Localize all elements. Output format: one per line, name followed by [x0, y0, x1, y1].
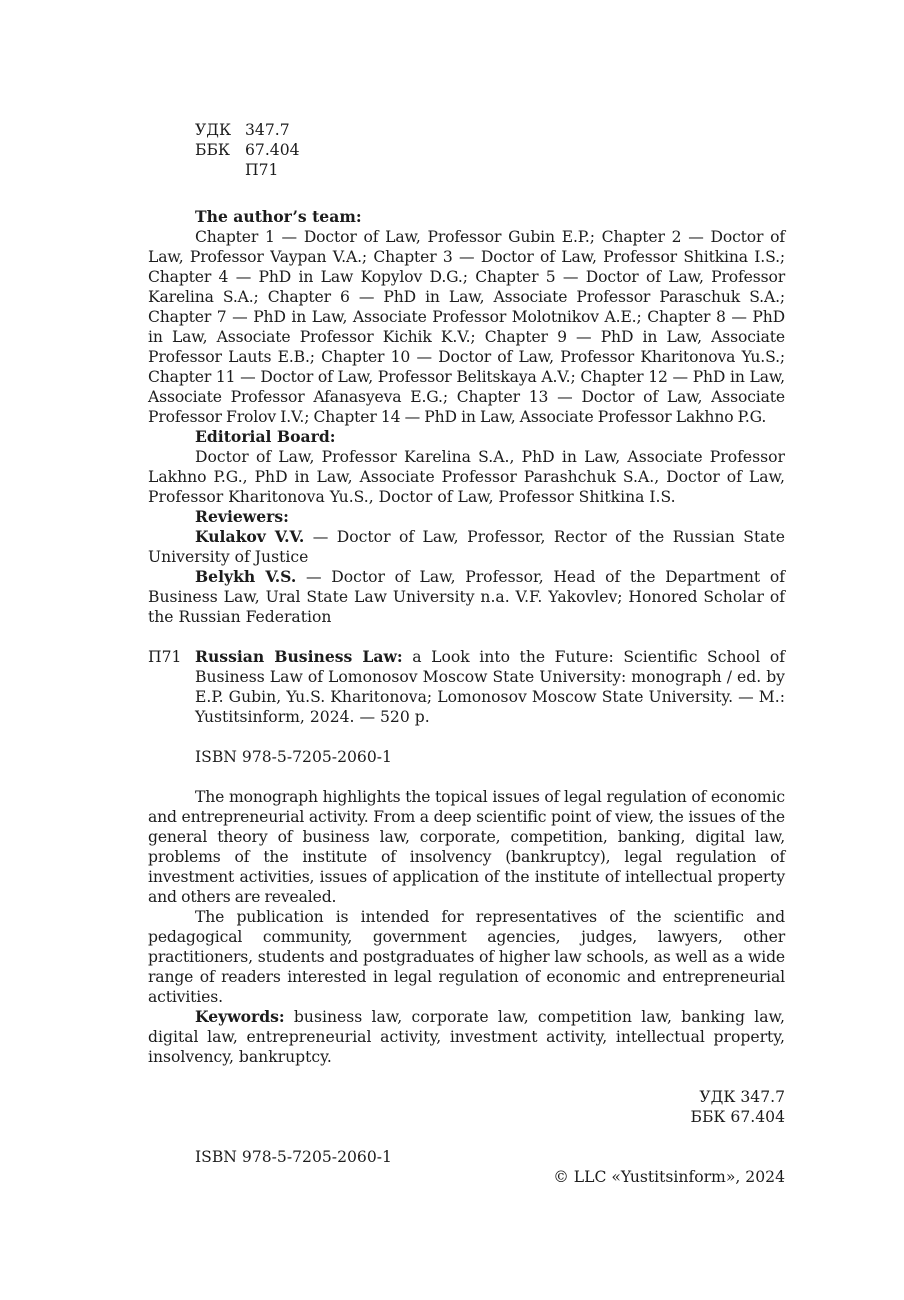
reviewer-2-name: Belykh V.S.: [195, 567, 297, 586]
isbn: ISBN 978-5-7205-2060-1: [195, 748, 392, 766]
authors-text: Chapter 1 — Doctor of Law, Professor Gubin E.P.; Chapter 2 — Doctor of Law, Professor Vaypan V.A.; Chapter 3 — Doctor of Law, Professor Shitkina I.S.; Chapter 4 — PhD in Law Kopylov D.G.; Chapter 5 — Doctor of Law, Professor Karelina S.A.; Chapter 6 — PhD in Law, Associate Professor Paraschuk S.A.; Chapter 7 — PhD in Law, Associate Professor Molotnikov A.E.; Chapter 8 — PhD in Law, Associate Professor Kichik K.V.; Chapter 9 — PhD in Law, Associate Professor Lauts E.B.; Chapter 10 — Doctor of Law, Professor Kharitonova Yu.S.; Chapter 11 — Doctor of Law, Professor Belitskaya A.V.; Chapter 12 — PhD in Law, Associate Professor Afanasyeva E.G.; Chapter 13 — Doctor of Law, Associate Professor Frolov I.V.; Chapter 14 — PhD in Law, Associate Professor Lakhno P.G.: [148, 228, 785, 426]
editorial-text: Doctor of Law, Professor Karelina S.A., PhD in Law, Associate Professor Lakhno P.G., PhD in Law, Associate Professor Parashchuk S.A., Doctor of Law, Professor Kharitonova Yu.S., Doctor of Law, Professor Shitkina I.S.: [148, 448, 785, 506]
author-mark: П71: [245, 161, 279, 179]
editorial-heading: Editorial Board:: [195, 427, 336, 446]
classification-codes: [195, 120, 785, 180]
bibliographic-entry: [148, 647, 785, 727]
authors-heading: The author’s team:: [195, 207, 362, 226]
reviewer-1: [148, 527, 785, 567]
reviewer-2-text: — Doctor of Law, Professor, Head of the Department of Business Law, Ural State Law University n.a. V.F. Yakovlev; Honored Scholar of the Russian Federation: [148, 568, 786, 626]
reviewers-heading: Reviewers:: [195, 507, 289, 526]
reviewer-2: [148, 567, 785, 627]
bbk-value: 67.404: [245, 141, 300, 159]
udk-label: УДК: [195, 121, 232, 139]
footer-udk: УДК 347.7: [699, 1088, 785, 1106]
imprint-page: [148, 120, 785, 1187]
abstract-paragraph-2: The publication is intended for representatives of the scientific and pedagogical community, government agencies, judges, lawyers, other practitioners, students and postgraduates of higher law schools, as well as a wide range of readers interested in legal regulation of economic and entrepreneurial activities.: [148, 908, 785, 1006]
keywords-label: Keywords:: [195, 1007, 285, 1026]
bbk-label: ББК: [195, 141, 230, 159]
keywords-text: business law, corporate law, competition law, banking law, digital law, entrepreneurial activity, investment activity, intellectual property, insolvency, bankruptcy.: [148, 1008, 785, 1066]
bibliographic-code: П71: [148, 648, 182, 666]
keywords: [148, 1007, 785, 1067]
book-description: a Look into the Future: Scientific School of Business Law of Lomonosov Moscow State University: monograph / ed. by E.P. Gubin, Yu.S. Kharitonova; Lomonosov Moscow State University. — M.: Yustitsinform, 2024. — 520 p.: [195, 648, 785, 726]
footer-isbn: ISBN 978-5-7205-2060-1: [195, 1148, 392, 1166]
reviewer-1-name: Kulakov V.V.: [195, 527, 305, 546]
copyright: © LLC «Yustitsinform», 2024: [553, 1168, 785, 1186]
book-title: Russian Business Law:: [195, 647, 403, 666]
footer-codes: [148, 1087, 785, 1127]
footer-bbk: ББК 67.404: [690, 1108, 785, 1126]
abstract-paragraph-1: The monograph highlights the topical issues of legal regulation of economic and entrepreneurial activity. From a deep scientific point of view, the issues of the general theory of business law, corporate, competition, banking, digital law, problems of the institute of insolvency (bankruptcy), legal regulation of investment activities, issues of application of the institute of intellectual property and others are revealed.: [148, 788, 785, 906]
udk-value: 347.7: [245, 121, 290, 139]
reviewer-1-text: — Doctor of Law, Professor, Rector of the Russian State University of Justice: [148, 528, 785, 566]
